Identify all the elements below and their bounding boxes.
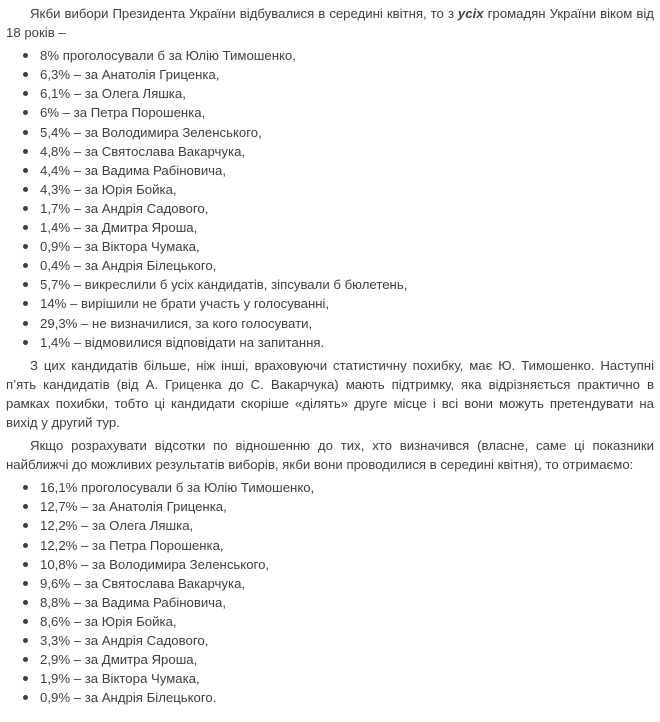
intro-paragraph: [6, 4, 654, 42]
list-item: 1,9% – за Віктора Чумака,: [6, 669, 654, 688]
list-item: 8% проголосували б за Юлію Тимошенко,: [6, 46, 654, 65]
list-item: 29,3% – не визначилися, за кого голосувати,: [6, 314, 654, 333]
list-item: 14% – вирішили не брати участь у голосуванні,: [6, 294, 654, 313]
intro-text-end: громадян України віком від 18 років –: [6, 6, 654, 41]
list-item: 2,9% – за Дмитра Яроша,: [6, 650, 654, 669]
list-item: 8,8% – за Вадима Рабіновича,: [6, 593, 654, 612]
list-item: 16,1% проголосували б за Юлію Тимошенко,: [6, 478, 654, 497]
raw-results-list: [6, 46, 654, 352]
list-item: 9,6% – за Святослава Вакарчука,: [6, 574, 654, 593]
list-item: 0,9% – за Віктора Чумака,: [6, 237, 654, 256]
list-item: 4,8% – за Святослава Вакарчука,: [6, 142, 654, 161]
list-item: 0,9% – за Андрія Білецького.: [6, 688, 654, 707]
list-item: 5,7% – викреслили б усіх кандидатів, зіпсували б бюлетень,: [6, 275, 654, 294]
list-item: 5,4% – за Володимира Зеленського,: [6, 123, 654, 142]
list-item: 6% – за Петра Порошенка,: [6, 103, 654, 122]
intro-text-start: Якби вибори Президента України відбувалися в середині квітня, то з: [30, 6, 458, 21]
analysis-paragraph: З цих кандидатів більше, ніж інші, враховуючи статистичну похибку, має Ю. Тимошенко. Наступні п’ять кандидатів (від А. Гриценка до С. Вакарчука) мають підтримку, яка відрізняється практично в рамках похибки, тобто ці кандидати скоріше «ділять» друге місце і всі вони можуть претендувати на вихід у другий тур.: [6, 357, 654, 430]
list-item: 12,7% – за Анатолія Гриценка,: [6, 497, 654, 516]
decided-results-list: [6, 478, 654, 707]
intro-emphasis: усіх: [457, 6, 484, 21]
list-item: 12,2% – за Петра Порошенка,: [6, 536, 654, 555]
list-item: 12,2% – за Олега Ляшка,: [6, 516, 654, 535]
list-item: 4,4% – за Вадима Рабіновича,: [6, 161, 654, 180]
list-item: 1,7% – за Андрія Садового,: [6, 199, 654, 218]
list-item: 1,4% – за Дмитра Яроша,: [6, 218, 654, 237]
list-item: 3,3% – за Андрія Садового,: [6, 631, 654, 650]
list-item: 10,8% – за Володимира Зеленського,: [6, 555, 654, 574]
recalculation-paragraph: Якщо розрахувати відсотки по відношенню до тих, хто визначився (власне, саме ці показники найближчі до можливих результатів виборів, якби вони проводилися в середині квітня), то отримаємо:: [6, 438, 654, 473]
list-item: 1,4% – відмовилися відповідати на запитання.: [6, 333, 654, 352]
list-item: 0,4% – за Андрія Білецького,: [6, 256, 654, 275]
list-item: 6,1% – за Олега Ляшка,: [6, 84, 654, 103]
list-item: 6,3% – за Анатолія Гриценка,: [6, 65, 654, 84]
list-item: 8,6% – за Юрія Бойка,: [6, 612, 654, 631]
list-item: 4,3% – за Юрія Бойка,: [6, 180, 654, 199]
